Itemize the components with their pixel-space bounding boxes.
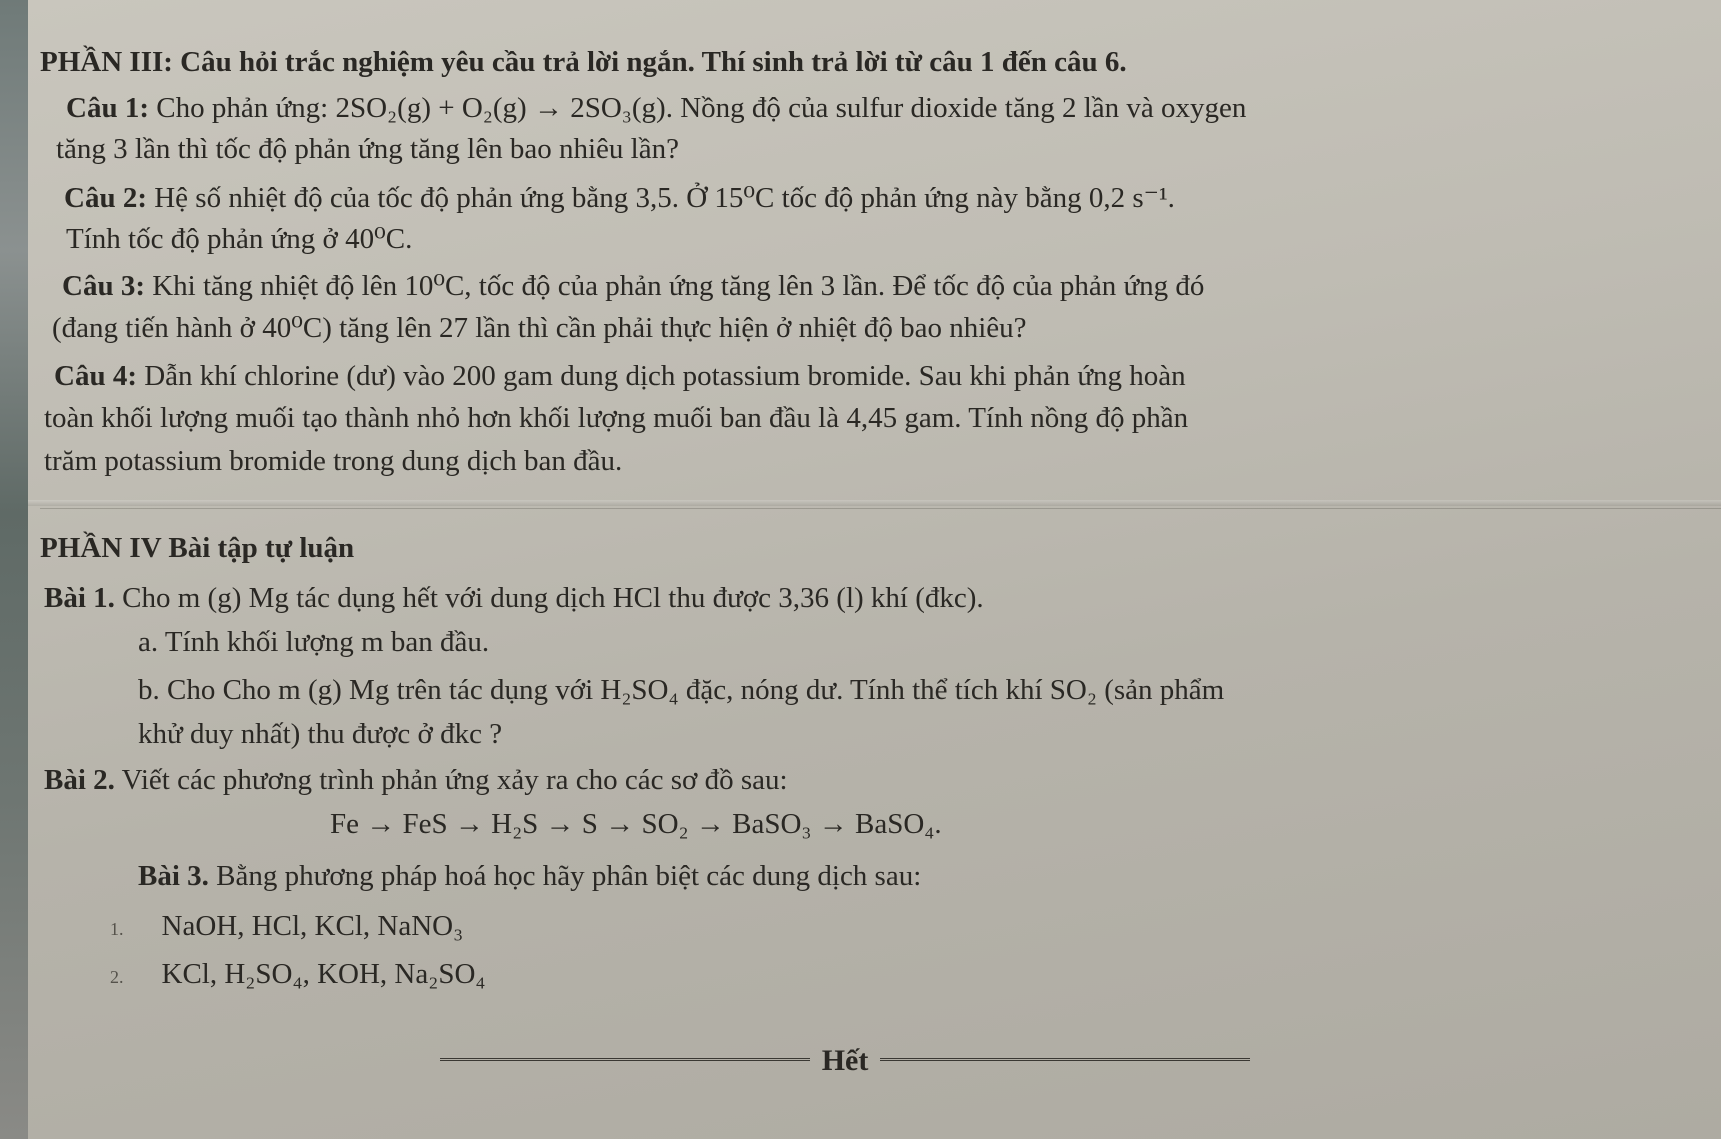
- end-rule-right: [880, 1058, 1250, 1064]
- exercise-1-line: Bài 1. Cho m (g) Mg tác dụng hết với dung dịch HCl thu được 3,36 (l) khí (đkc).: [44, 582, 984, 614]
- question-2-label: Câu 2:: [64, 182, 147, 214]
- exercise-1-part-b-line-2: khử duy nhất) thu được ở đkc ?: [138, 718, 503, 750]
- exercise-3-label: Bài 3.: [138, 860, 209, 892]
- question-4-line-3: trăm potassium bromide trong dung dịch ban đầu.: [44, 445, 623, 477]
- end-marker: [440, 1044, 1250, 1078]
- end-rule-left: [440, 1058, 810, 1064]
- question-3-line-1: Câu 3: Khi tăng nhiệt độ lên 10⁰C, tốc độ của phản ứng tăng lên 3 lần. Để tốc độ của phản ứng đó: [62, 270, 1205, 302]
- question-4-line-1: Câu 4: Dẫn khí chlorine (dư) vào 200 gam dung dịch potassium bromide. Sau khi phản ứng hoàn: [54, 360, 1186, 392]
- question-1-line-2: tăng 3 lần thì tốc độ phản ứng tăng lên bao nhiêu lần?: [56, 133, 679, 165]
- exercise-3-item-2: 2. KCl, H₂SO₄, KOH, Na₂SO₄: [110, 958, 486, 990]
- exercise-3-line: Bài 3. Bằng phương pháp hoá học hãy phân biệt các dung dịch sau:: [138, 860, 922, 892]
- question-1-line-1: Câu 1: Cho phản ứng: 2SO₂(g) + O₂(g) → 2SO₃(g). Nồng độ của sulfur dioxide tăng 2 lần và oxygen: [66, 92, 1247, 124]
- paper-fold: [28, 500, 1721, 506]
- exercise-1-part-b-line-1: b. Cho Cho m (g) Mg trên tác dụng với H₂SO₄ đặc, nóng dư. Tính thể tích khí SO₂ (sản phẩm: [138, 674, 1225, 706]
- exercise-1-label: Bài 1.: [44, 582, 115, 614]
- part3-heading: PHẦN III: Câu hỏi trắc nghiệm yêu cầu trả lời ngắn. Thí sinh trả lời từ câu 1 đến câu 6.: [40, 46, 1127, 78]
- exercise-3-item-1: 1. NaOH, HCl, KCl, NaNO₃: [110, 910, 464, 942]
- question-1-label: Câu 1:: [66, 92, 149, 124]
- question-2-line-1: Câu 2: Hệ số nhiệt độ của tốc độ phản ứng bằng 3,5. Ở 15⁰C tốc độ phản ứng này bằng 0,2 s⁻¹.: [64, 182, 1175, 214]
- question-4-line-2: toàn khối lượng muối tạo thành nhỏ hơn khối lượng muối ban đầu là 4,45 gam. Tính nồng độ phần: [44, 402, 1189, 434]
- exercise-2-label: Bài 2.: [44, 764, 115, 796]
- item-2-number: 2.: [110, 967, 124, 987]
- section-divider: [40, 508, 1721, 509]
- part4-heading: PHẦN IV Bài tập tự luận: [40, 532, 355, 564]
- exercise-2-line: Bài 2. Viết các phương trình phản ứng xảy ra cho các sơ đồ sau:: [44, 764, 788, 796]
- question-3-label: Câu 3:: [62, 270, 145, 302]
- reaction-scheme: Fe → FeS → H₂S → S → SO₂ → BaSO₃ → BaSO₄.: [330, 808, 942, 840]
- item-1-number: 1.: [110, 919, 124, 939]
- question-3-line-2: (đang tiến hành ở 40⁰C) tăng lên 27 lần thì cần phải thực hiện ở nhiệt độ bao nhiêu?: [52, 312, 1027, 344]
- end-text: Hết: [821, 1044, 869, 1077]
- question-4-label: Câu 4:: [54, 360, 137, 392]
- question-2-line-2: Tính tốc độ phản ứng ở 40⁰C.: [66, 223, 413, 255]
- exercise-1-part-a: a. Tính khối lượng m ban đầu.: [138, 626, 490, 658]
